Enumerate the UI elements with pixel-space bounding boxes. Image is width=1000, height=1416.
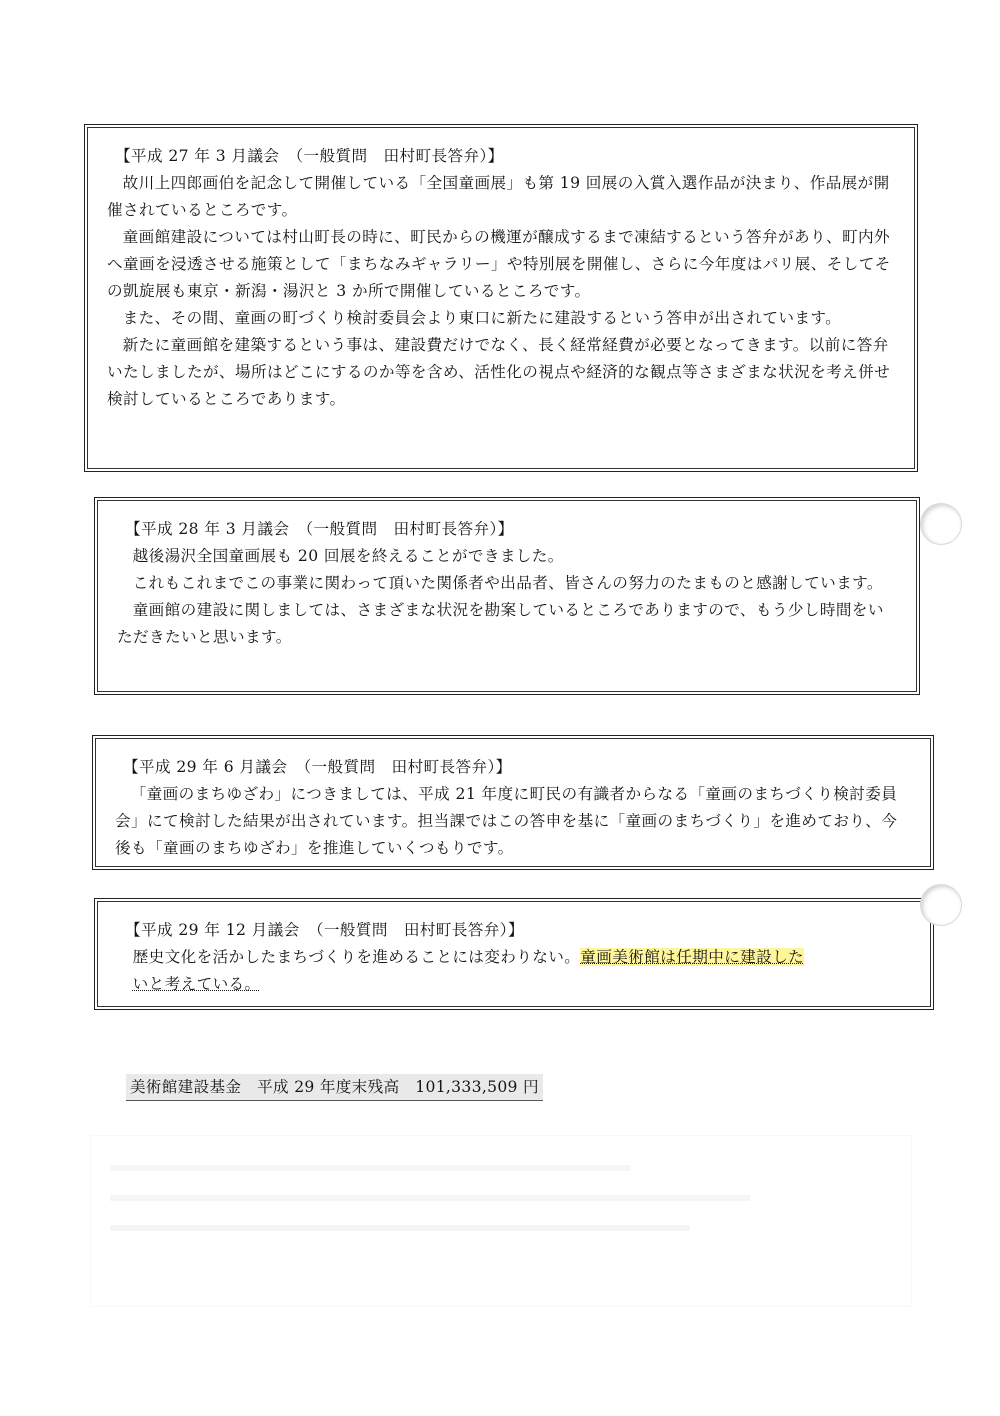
bleed-through-line xyxy=(110,1165,630,1171)
underlined-text: いと考えている。 xyxy=(132,975,261,993)
section-heading: 【平成 29 年 12 月議会 （一般質問 田村町長答弁）】 xyxy=(125,921,524,939)
punch-hole xyxy=(920,884,962,926)
paragraph: また、その間、童画の町づくり検討委員会より東口に新たに建設するという答申が出されています。 xyxy=(122,309,842,327)
bleed-through-box xyxy=(90,1135,912,1307)
paragraph: 「童画のまちゆざわ」につきましては、平成 21 年度に町民の有識者からなる「童画のまちづくり検討委員会」にて検討した結果が出されています。担当課ではこの答申を基に「童画のまちづくり」を進めており、今後も「童画のまちゆざわ」を推進していくつもりです。 xyxy=(115,785,898,857)
bleed-through-line xyxy=(110,1225,690,1231)
paragraph: 童画館建設については村山町長の時に、町民からの機運が醸成するまで凍結するという答弁があり、町内外へ童画を浸透させる施策として「まちなみギャラリー」や特別展を開催し、さらに今年度はパリ展、そしてその凱旋展も東京・新潟・湯沢と 3 か所で開催しているところです。 xyxy=(107,228,891,300)
section-heading: 【平成 27 年 3 月議会 （一般質問 田村町長答弁）】 xyxy=(115,147,504,165)
punch-hole xyxy=(920,503,962,545)
section-h29-june xyxy=(92,735,934,870)
section-heading: 【平成 29 年 6 月議会 （一般質問 田村町長答弁）】 xyxy=(123,758,512,776)
bleed-through-line xyxy=(110,1195,750,1201)
paragraph: これもこれまでこの事業に関わって頂いた関係者や出品者、皆さんの努力のたまものと感謝しています。 xyxy=(132,574,883,592)
plain-text: 歴史文化を活かしたまちづくりを進めることには変わりない。 xyxy=(132,948,581,966)
paragraph: 故川上四郎画伯を記念して開催している「全国童画展」も第 19 回展の入賞入選作品が決まり、作品展が開催されているところです。 xyxy=(107,174,890,219)
paragraph: 新たに童画館を建築するという事は、建設費だけでなく、長く経常経費が必要となってきます。以前に答弁いたしましたが、場所はどこにするのか等を含め、活性化の視点や経済的な観点等さまざまな状況を考え併せ検討しているところであります。 xyxy=(107,336,891,408)
section-h28-march xyxy=(94,497,920,695)
section-h27-march xyxy=(84,124,918,472)
section-heading: 【平成 28 年 3 月議会 （一般質問 田村町長答弁）】 xyxy=(125,520,514,538)
paragraph xyxy=(117,944,913,998)
section-h29-december xyxy=(94,898,934,1010)
paragraph: 童画館の建設に関しましては、さまざまな状況を勘案しているところでありますので、もう少し時間をいただきたいと思います。 xyxy=(117,601,884,646)
highlighted-text: 童画美術館は任期中に建設した xyxy=(580,948,805,966)
fund-balance: 美術館建設基金 平成 29 年度末残高 101,333,509 円 xyxy=(126,1074,543,1101)
paragraph: 越後湯沢全国童画展も 20 回展を終えることができました。 xyxy=(132,547,564,565)
